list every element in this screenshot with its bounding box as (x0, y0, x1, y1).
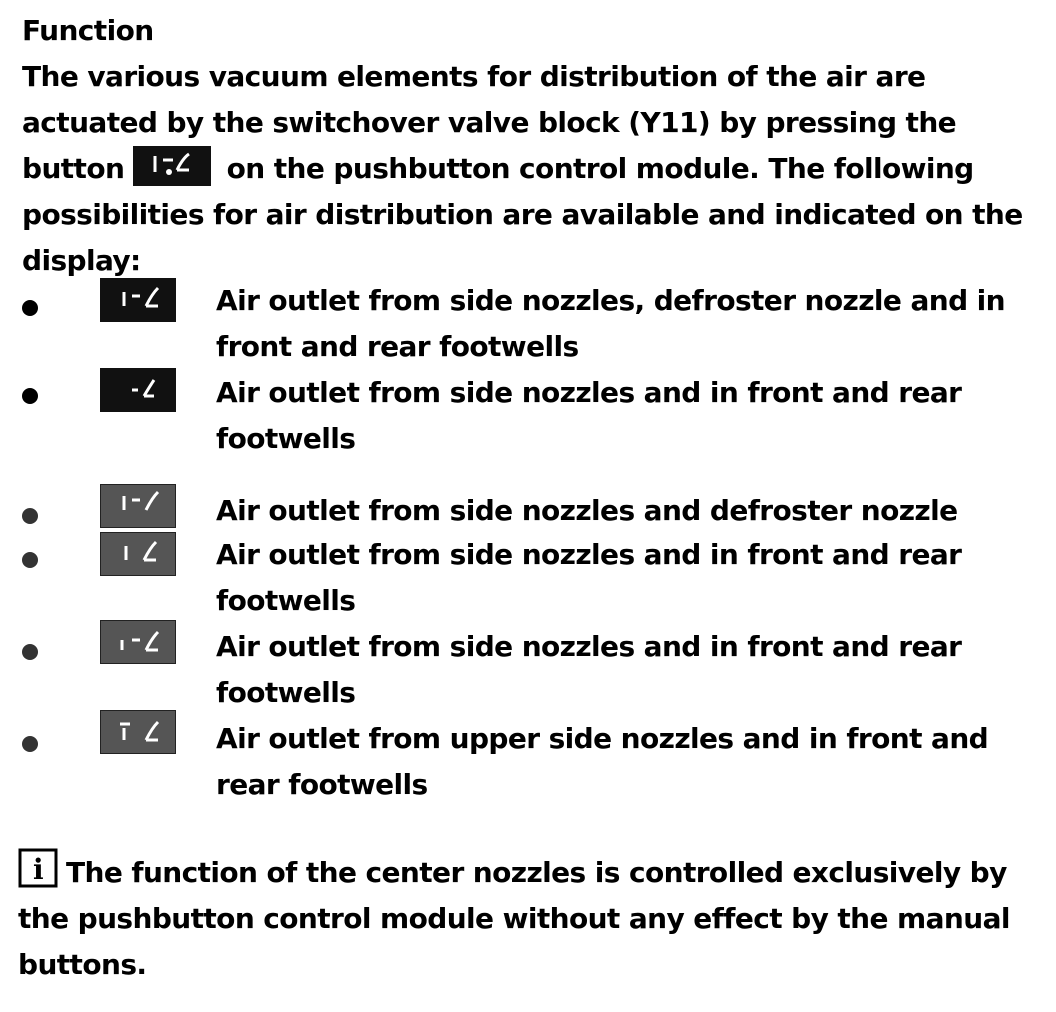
info-icon (18, 848, 58, 888)
bullet-dot (22, 300, 38, 316)
bullet-dot (22, 552, 38, 568)
list-item-line-2: front and rear footwells (216, 330, 579, 363)
bullet-dot (22, 508, 38, 524)
info-note-text-1: The function of the center nozzles is controlled exclusively by (66, 856, 1007, 889)
air-distribution-icon-gray (100, 620, 176, 664)
info-note-line-2: the pushbutton control module without any effect by the manual (18, 902, 1010, 935)
bullet-dot (22, 736, 38, 752)
list-item-line-1: Air outlet from side nozzles and in front and rear (216, 376, 962, 409)
list-item-line-2: footwells (216, 584, 356, 617)
intro-line-3-after: on the pushbutton control module. The following (226, 152, 974, 185)
svg-text:i: i (32, 853, 44, 886)
list-item-line-1: Air outlet from side nozzles and in front and rear (216, 630, 962, 663)
list-item-text (216, 624, 1036, 716)
info-note-line-1 (18, 848, 1038, 896)
list-item-text (216, 370, 1036, 462)
section-heading: Function (22, 14, 154, 47)
intro-line-2: actuated by the switchover valve block (Y11) by pressing the (22, 106, 957, 139)
intro-line-1: The various vacuum elements for distribution of the air are (22, 60, 926, 93)
air-distribution-icon-dark (100, 278, 176, 322)
list-item-text (216, 278, 1036, 370)
list-item-text (216, 716, 1036, 808)
intro-line-3 (22, 146, 1032, 192)
list-item-text (216, 488, 1036, 534)
intro-line-4: possibilities for air distribution are available and indicated on the (22, 198, 1023, 231)
list-item-line-2: footwells (216, 676, 356, 709)
list-item-line-1: Air outlet from side nozzles and defroster nozzle (216, 494, 958, 527)
list-item-line-1: Air outlet from side nozzles and in front and rear (216, 538, 962, 571)
intro-line-5: display: (22, 244, 141, 277)
air-distribution-button-icon (133, 146, 211, 186)
list-item-line-1: Air outlet from side nozzles, defroster nozzle and in (216, 284, 1006, 317)
air-distribution-icon-gray (100, 532, 176, 576)
bullet-dot (22, 644, 38, 660)
list-item-text (216, 532, 1036, 624)
air-distribution-icon-gray (100, 484, 176, 528)
list-item-line-2: rear footwells (216, 768, 428, 801)
info-note (18, 848, 1038, 988)
intro-line-3-before: button (22, 152, 125, 185)
air-distribution-icon-dark (100, 368, 176, 412)
list-item-line-1: Air outlet from upper side nozzles and in front and (216, 722, 989, 755)
air-distribution-icon-gray (100, 710, 176, 754)
list-item-line-2: footwells (216, 422, 356, 455)
info-note-line-3: buttons. (18, 948, 147, 981)
bullet-dot (22, 388, 38, 404)
intro-paragraph (22, 54, 1032, 284)
